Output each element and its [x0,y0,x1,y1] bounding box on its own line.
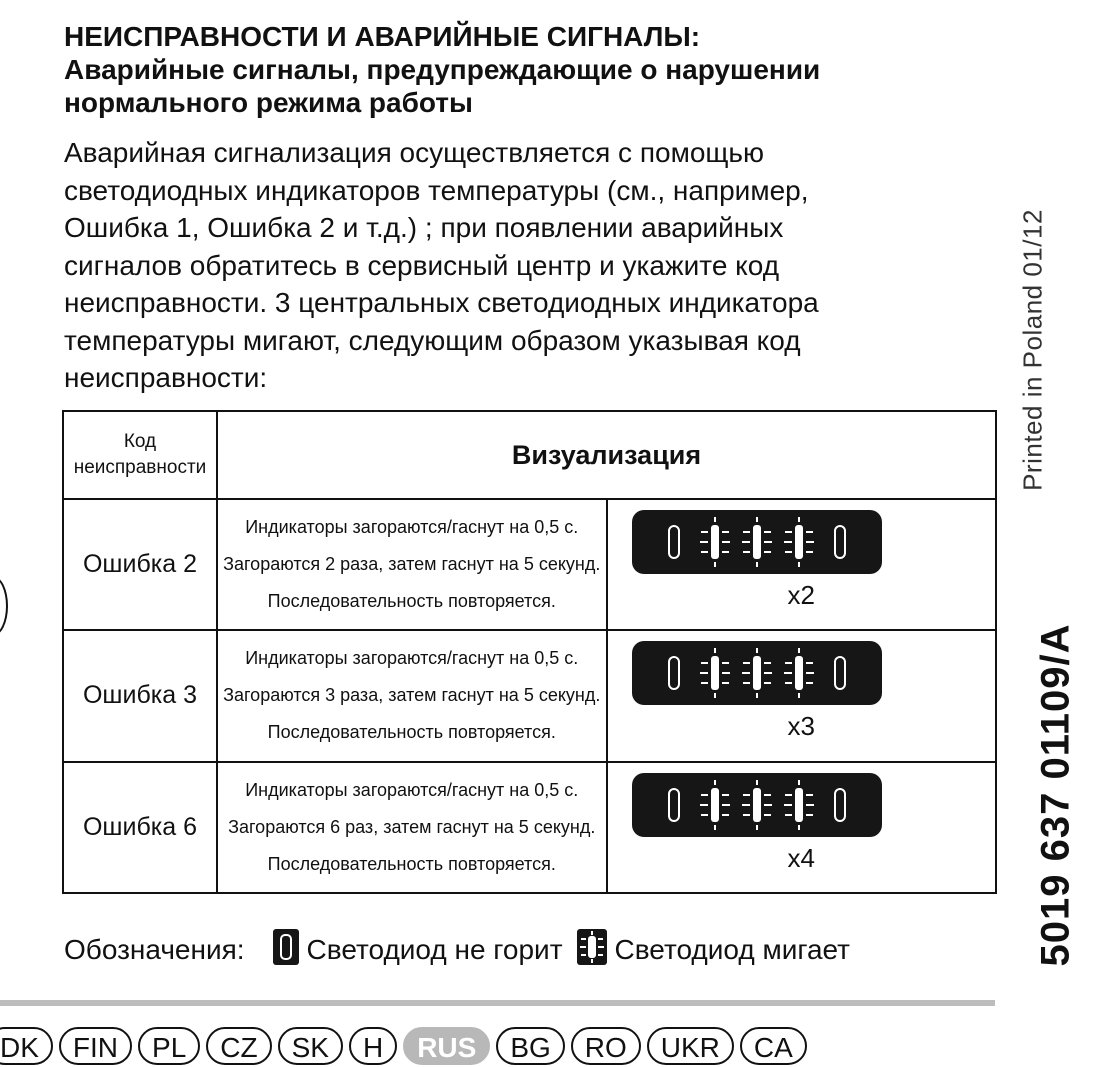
led-off-icon [835,657,845,689]
paragraph-line: Аварийная сигнализация осуществляется с помощью [64,137,765,168]
legend-led-blink-label: Светодиод мигает [614,934,850,965]
led-visualization [607,762,997,893]
lang-tab-rus[interactable]: RUS [403,1027,490,1065]
legend-label: Обозначения: [64,934,245,965]
led-blink-icon [742,648,772,698]
error-code: Ошибка 2 [63,499,217,630]
table-row [63,630,996,761]
error-code: Ошибка 6 [63,762,217,893]
lang-tab-ro[interactable]: RO [571,1027,641,1065]
paragraph-line: неисправности. 3 центральных светодиодных индикатора [64,287,819,318]
error-description: Индикаторы загораются/гаснут на 0,5 с. Загораются 3 раза, затем гаснут на 5 секунд. Последовательность повторяется. [217,630,607,761]
led-blink-icon [784,517,814,567]
led-panel-icon [632,641,882,705]
error-description: Индикаторы загораются/гаснут на 0,5 с. Загораются 6 раз, затем гаснут на 5 секунд. Последовательность повторяется. [217,762,607,893]
led-blink-icon [577,929,607,972]
lang-tab-ukr[interactable]: UKR [647,1027,734,1065]
led-blink-icon [742,780,772,830]
led-off-icon [835,526,845,558]
lang-tab-h[interactable]: H [349,1027,397,1065]
header-visualization: Визуализация [217,411,996,499]
paragraph-line: сигналов обратитесь в сервисный центр и укажите код [64,249,780,281]
legend [64,928,850,972]
section-heading [64,20,964,119]
paragraph-line: температуры мигают, следующим образом указывая код [64,324,801,356]
description-paragraph [64,134,964,397]
lang-tab-pl[interactable]: PL [138,1027,200,1065]
led-blink-icon [700,780,730,830]
led-blink-icon [742,517,772,567]
led-visualization [607,499,997,630]
heading-title: НЕИСПРАВНОСТИ И АВАРИЙНЫЕ СИГНАЛЫ: [64,21,701,52]
led-blink-icon [784,648,814,698]
lang-tab-sk[interactable]: SK [278,1027,343,1065]
lang-tab-fin[interactable]: FIN [59,1027,132,1065]
led-off-icon [835,789,845,821]
led-blink-icon [700,648,730,698]
error-code: Ошибка 3 [63,630,217,761]
paragraph-line: Ошибка 1, Ошибка 2 и т.д.) ; при появлении аварийных [64,212,784,243]
error-description: Индикаторы загораются/гаснут на 0,5 с. Загораются 2 раза, затем гаснут на 5 секунд. Последовательность повторяется. [217,499,607,630]
error-codes-table [62,410,997,894]
table-row [63,762,996,893]
led-panel-icon [632,510,882,574]
heading-subtitle-2: нормального режима работы [64,87,473,118]
led-panel-icon [632,773,882,837]
repeat-count: x4 [787,842,815,873]
paragraph-line: неисправности: [64,362,268,393]
led-off-icon [669,789,679,821]
repeat-count: x2 [787,580,815,610]
led-off-icon [669,526,679,558]
led-blink-icon [784,780,814,830]
header-code: Код неисправности [63,411,217,499]
lang-tab-dk[interactable]: DK [0,1027,53,1065]
footer-divider [0,1000,995,1006]
lang-tab-bg[interactable]: BG [496,1027,564,1065]
lang-tab-cz[interactable]: CZ [206,1027,271,1065]
page-edge-mark [0,576,8,636]
led-off-icon [273,929,299,972]
repeat-count: x3 [787,711,815,742]
heading-subtitle-1: Аварийные сигналы, предупреждающие о нарушении [64,54,821,85]
language-tabs [0,1026,813,1066]
led-off-icon [669,657,679,689]
table-row [63,499,996,630]
led-blink-icon [700,517,730,567]
table-header-row [63,411,996,499]
led-visualization [607,630,997,761]
lang-tab-ca[interactable]: CA [740,1027,807,1065]
legend-led-off-label: Светодиод не горит [306,934,563,965]
paragraph-line: светодиодных индикаторов температуры (см., например, [64,174,809,206]
